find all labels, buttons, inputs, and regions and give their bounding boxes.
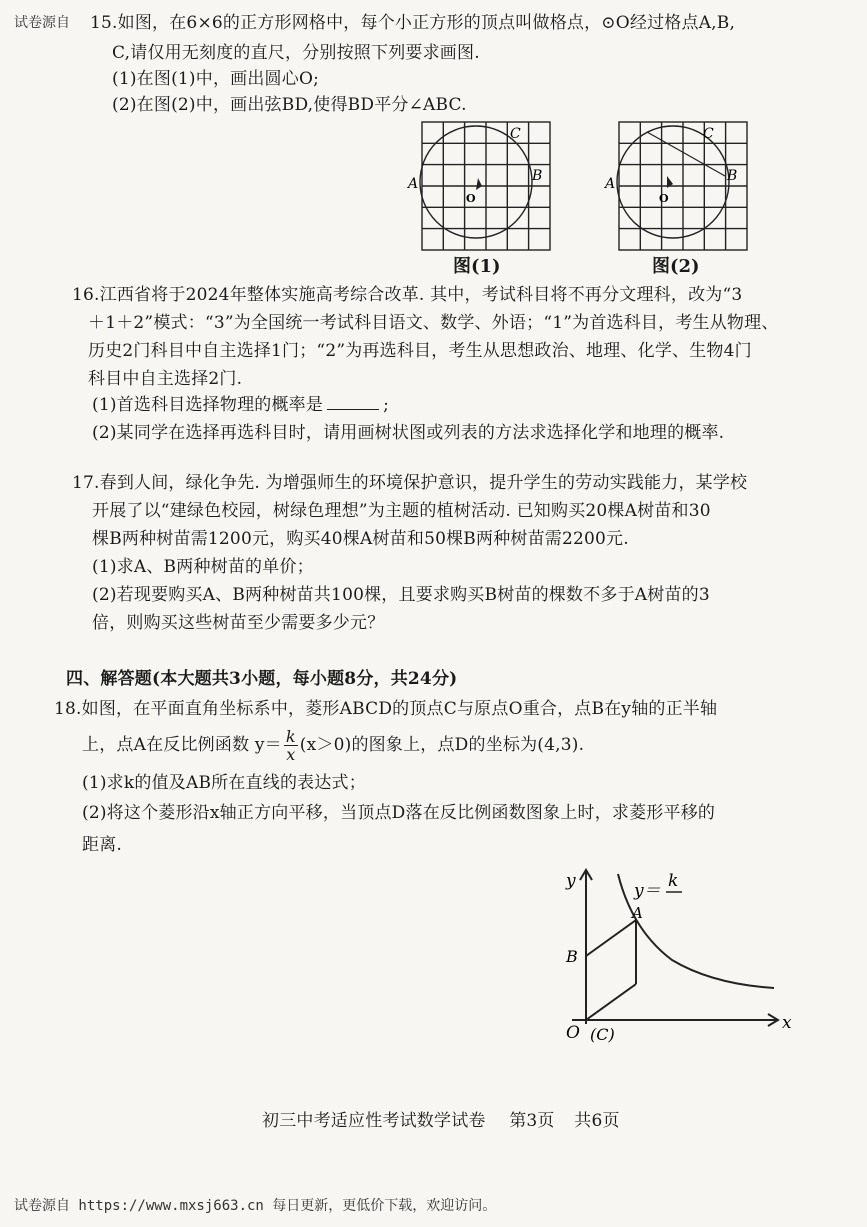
q16-line3: 历史2门科目中自主选择1门；“2”为再选科目，考生从思想政治、地理、化学、生物4门 [88,341,752,361]
fig2-label-b: B [727,168,738,184]
q18-line2-post: (x＞0)的图象上，点D的坐标为(4,3). [299,735,585,755]
q17-line1: 17.春到人间，绿化争先. 为增强师生的环境保护意识，提升学生的劳动实践能力，某学校 [72,473,748,493]
figure-1-grid-circle [400,118,560,258]
graph-origin-label: O [566,1023,580,1043]
section4-heading: 四、解答题(本大题共3小题，每小题8分，共24分) [66,669,458,689]
q16-part2: (2)某同学在选择再选科目时，请用画树状图或列表的方法求选择化学和地理的概率. [92,423,725,443]
fig2-label-c: C [703,126,714,142]
q16-part1 [92,390,389,415]
graph-y-label: y [566,871,576,891]
page-footer [262,1106,620,1131]
fig2-label-a: A [605,176,616,192]
watermark-source: 试卷源自 [14,15,70,31]
q15-line1: 15.如图，在6×6的正方形网格中，每个小正方形的顶点叫做格点，⊙O经过格点A,B, [90,13,736,33]
watermark-top [14,12,70,32]
q18-line1: 18.如图，在平面直角坐标系中，菱形ABCD的顶点C与原点O重合，点B在y轴的正半轴 [54,699,718,719]
q16-line2: ＋1＋2”模式：“3”为全国统一考试科目语文、数学、外语；“1”为首选科目，考生从物理、 [88,313,779,333]
q17-line2: 开展了以“建绿色校园，树绿色理想”为主题的植树活动. 已知购买20棵A树苗和30 [92,501,711,521]
figure-2-grid-circle [597,118,757,258]
q18-part1: (1)求k的值及AB所在直线的表达式； [82,773,366,793]
graph-c-label: (C) [590,1025,615,1044]
graph-curve-label: y＝ [634,881,661,901]
fig1-label-o: O [466,192,476,205]
graph-a-label: A [632,904,643,922]
fig1-label-c: C [510,126,521,142]
fig2-caption: 图(2) [652,256,700,277]
answer-blank [327,395,379,410]
q16-line4: 科目中自主选择2门. [88,369,243,389]
q17-part1: (1)求A、B两种树苗的单价； [92,557,314,577]
q15-part2: (2)在图(2)中，画出弦BD,使得BD平分∠ABC. [112,95,467,115]
q15-part1: (1)在图(1)中，画出圆心O; [112,69,320,89]
footer-total: 共6页 [574,1111,620,1131]
graph-curve-k: k [668,871,679,891]
q18-part2b: 距离. [82,835,123,855]
q16-part1-end: ; [383,395,390,415]
graph-b-label: B [566,947,578,966]
q18-part2a: (2)将这个菱形沿x轴正方向平移，当顶点D落在反比例函数图象上时，求菱形平移的 [82,803,716,823]
frac-num: k [285,727,296,746]
fraction-k-over-x [284,728,298,763]
q17-line3: 棵B两种树苗需1200元，购买40棵A树苗和50棵B两种树苗需2200元. [92,529,629,549]
frac-den: x [286,745,296,764]
fig1-label-b: B [532,168,543,184]
q18-graph [552,860,802,1050]
footer-title: 初三中考适应性考试数学试卷 [262,1111,486,1131]
fig1-label-a: A [408,176,419,192]
footer-page: 第3页 [509,1111,555,1131]
fig2-label-o: O [659,192,669,205]
q16-part1-text: (1)首选科目选择物理的概率是 [92,395,324,415]
fig1-caption: 图(1) [453,256,501,277]
q15-line2: C,请仅用无刻度的直尺，分别按照下列要求画图. [112,43,480,63]
q17-part2a: (2)若现要购买A、B两种树苗共100棵，且要求购买B树苗的棵数不多于A树苗的3 [92,585,710,605]
q18-line2-pre: 上，点A在反比例函数 y＝ [82,735,282,755]
q16-line1: 16.江西省将于2024年整体实施高考综合改革. 其中，考试科目将不再分文理科，改为“3 [72,285,743,305]
watermark-bottom: 试卷源自 https://www.mxsj663.cn 每日更新，更低价下载，欢迎访问。 [14,1198,497,1214]
q18-line2 [82,728,584,763]
graph-x-label: x [782,1013,792,1033]
q17-part2b: 倍，则购买这些树苗至少需要多少元？ [92,613,385,633]
